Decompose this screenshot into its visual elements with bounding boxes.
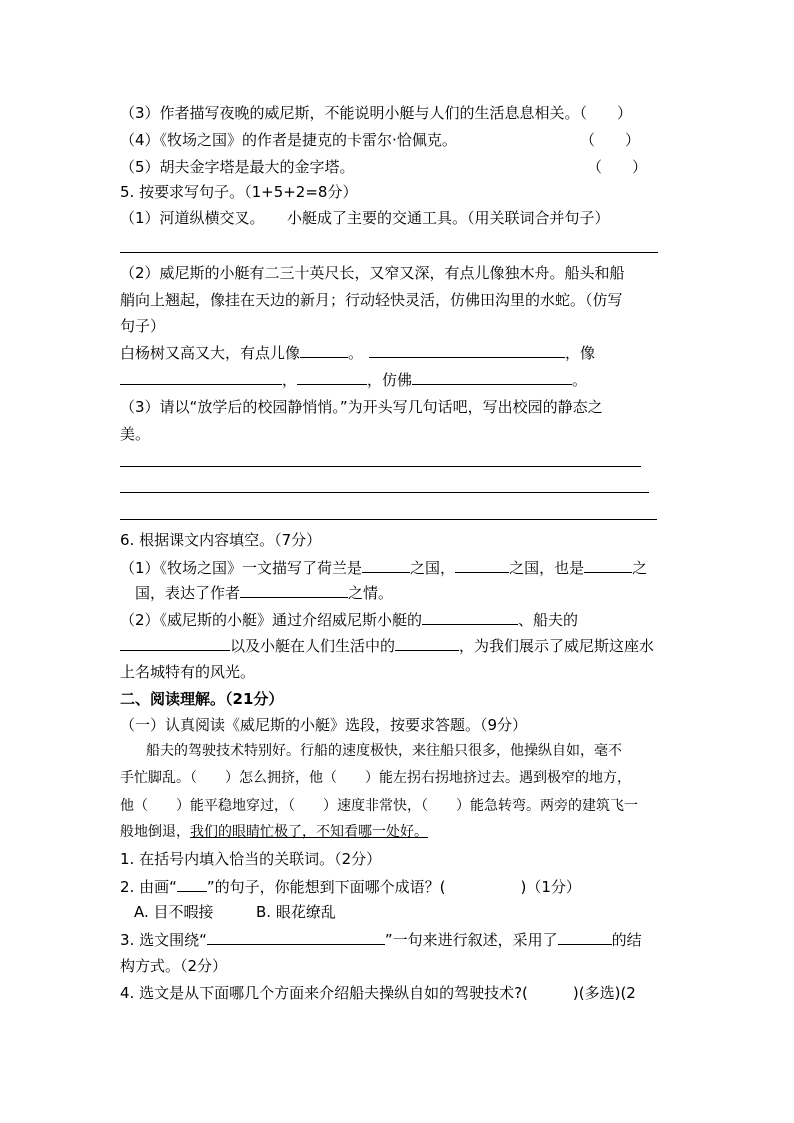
reading-q2-option-a[interactable]: A. 目不暇接	[134, 903, 214, 921]
reading-q3-text: 3. 选文围绕“	[120, 931, 207, 949]
q5-answer-line-1[interactable]	[120, 252, 658, 253]
reading-q2-text: 2. 由画“	[120, 878, 177, 896]
q6-text: 、船夫的	[518, 611, 579, 629]
reading-q4: 4. 选文是从下面哪几个方面来介绍船夫操纵自如的驾驶技术?( )(多选)(2	[120, 984, 636, 1002]
q6-text: 之国，	[410, 559, 456, 577]
passage-line-4	[120, 822, 428, 842]
q5-punct: ，像	[565, 344, 596, 362]
q6-part-1-line-1	[120, 557, 647, 578]
q6-text: 以及小艇在人们生活中的	[230, 637, 396, 655]
reading-q2-text: ”的句子，你能想到下面哪个成语？( )（1分）	[206, 878, 581, 896]
tf-item-3: （3）作者描写夜晚的威尼斯，不能说明小艇与人们的生活息息相关。（ ）	[120, 104, 633, 122]
q6-text: （1）《牧场之国》一文描写了荷兰是	[120, 559, 363, 577]
passage-line-2: 手忙脚乱。（ ）怎么拥挤，他（ ）能左拐右拐地挤过去。遇到极窄的地方，	[120, 770, 631, 786]
reading-q3-text: ”一句来进行叙述，采用了	[384, 931, 558, 949]
q5-punct: ，	[282, 371, 298, 389]
reading-q3-text: 的结	[611, 931, 642, 949]
q5-punct: ，仿佛	[367, 371, 413, 389]
q5-sentence-3-line-2: 美。	[120, 425, 151, 443]
q6-blank[interactable]	[584, 557, 632, 573]
passage-line-3: 他（ ）能平稳地穿过，（ ）速度非常快，（ ）能急转弯。两旁的建筑飞一	[120, 798, 638, 814]
q5-punct: 。	[572, 371, 588, 389]
q5-blank[interactable]	[120, 369, 282, 385]
q6-text: ，为我们展示了威尼斯这座水	[459, 637, 655, 655]
tf-item-5-answer-paren[interactable]: （ ）	[587, 158, 648, 176]
part2-title: 二、阅读理解。（21分）	[120, 690, 284, 708]
passage-text: 般地倒退，	[120, 824, 190, 840]
q6-part-2-line-1	[120, 609, 578, 630]
q5-sentence-2-line-2: 艄向上翘起，像挂在天边的新月；行动轻快灵活，仿佛田沟里的水蛇。（仿写	[120, 291, 623, 309]
q5-sentence-1: （1）河道纵横交叉。 小艇成了主要的交通工具。（用关联词合并句子）	[120, 209, 610, 227]
passage-line-1: 船夫的驾驶技术特别好。行船的速度极快，来往船只很多，他操纵自如，毫不	[146, 743, 622, 759]
q5-blank[interactable]	[297, 369, 367, 385]
q6-text: 之情。	[348, 584, 394, 602]
q5-blank[interactable]	[300, 342, 348, 358]
q6-blank[interactable]	[362, 557, 410, 573]
q6-blank[interactable]	[240, 582, 348, 598]
reading-q3	[120, 929, 642, 950]
q5-imitation-prefix: 白杨树又高又大，有点儿像	[120, 344, 301, 362]
q5-imitation-line-2	[120, 369, 587, 390]
reading-q3-blank[interactable]	[207, 929, 385, 945]
reading-q1: 1. 在括号内填入恰当的关联词。（2分）	[120, 850, 382, 868]
q6-text: 之国，也是	[509, 559, 585, 577]
part2-sub-1: （一）认真阅读《威尼斯的小艇》选段，按要求答题。（9分）	[120, 716, 528, 734]
q6-text: 之	[632, 559, 648, 577]
q6-blank[interactable]	[120, 635, 230, 651]
q6-blank[interactable]	[455, 557, 509, 573]
q6-part-1-line-2	[135, 582, 393, 603]
q6-part-2-line-3: 上名城特有的风光。	[120, 663, 256, 681]
reading-q2-blank	[177, 876, 207, 892]
q6-text: 国，表达了作者	[135, 584, 241, 602]
reading-q3-line-2: 构方式。（2分）	[120, 957, 228, 975]
q5-answer-line-2[interactable]	[120, 466, 641, 467]
reading-q3-blank[interactable]	[558, 929, 612, 945]
passage-underlined-sentence: 我们的眼睛忙极了，不知看哪一处好。	[190, 824, 428, 840]
q5-answer-line-3[interactable]	[120, 492, 649, 493]
q6-title: 6. 根据课文内容填空。（7分）	[120, 531, 322, 549]
q5-sentence-2-line-1: （2）威尼斯的小艇有二三十英尺长，又窄又深，有点儿像独木舟。船头和船	[120, 264, 625, 282]
q5-title: 5. 按要求写句子。（1+5+2=8分）	[120, 183, 358, 201]
q5-answer-line-4[interactable]	[120, 519, 657, 520]
tf-item-4-answer-paren[interactable]: （ ）	[580, 131, 641, 149]
q5-sentence-2-line-3: 句子）	[120, 317, 166, 335]
q6-blank[interactable]	[422, 609, 518, 625]
q5-sentence-3-line-1: （3）请以“放学后的校园静悄悄。”为开头写几句话吧，写出校园的静态之	[120, 398, 603, 416]
q6-text: （2）《威尼斯的小艇》通过介绍威尼斯小艇的	[120, 611, 423, 629]
reading-q2-option-b[interactable]: B. 眼花缭乱	[256, 903, 336, 921]
q6-part-2-line-2	[120, 635, 654, 656]
q5-blank[interactable]	[412, 369, 572, 385]
reading-q2	[120, 876, 581, 897]
q6-blank[interactable]	[395, 635, 459, 651]
tf-item-4: （4）《牧场之国》的作者是捷克的卡雷尔·恰佩克。	[120, 131, 457, 149]
q5-blank[interactable]	[369, 342, 565, 358]
q5-punct: 。	[348, 344, 364, 362]
q5-imitation-line-1	[120, 342, 595, 363]
tf-item-5: （5）胡夫金字塔是最大的金字塔。	[120, 158, 355, 176]
